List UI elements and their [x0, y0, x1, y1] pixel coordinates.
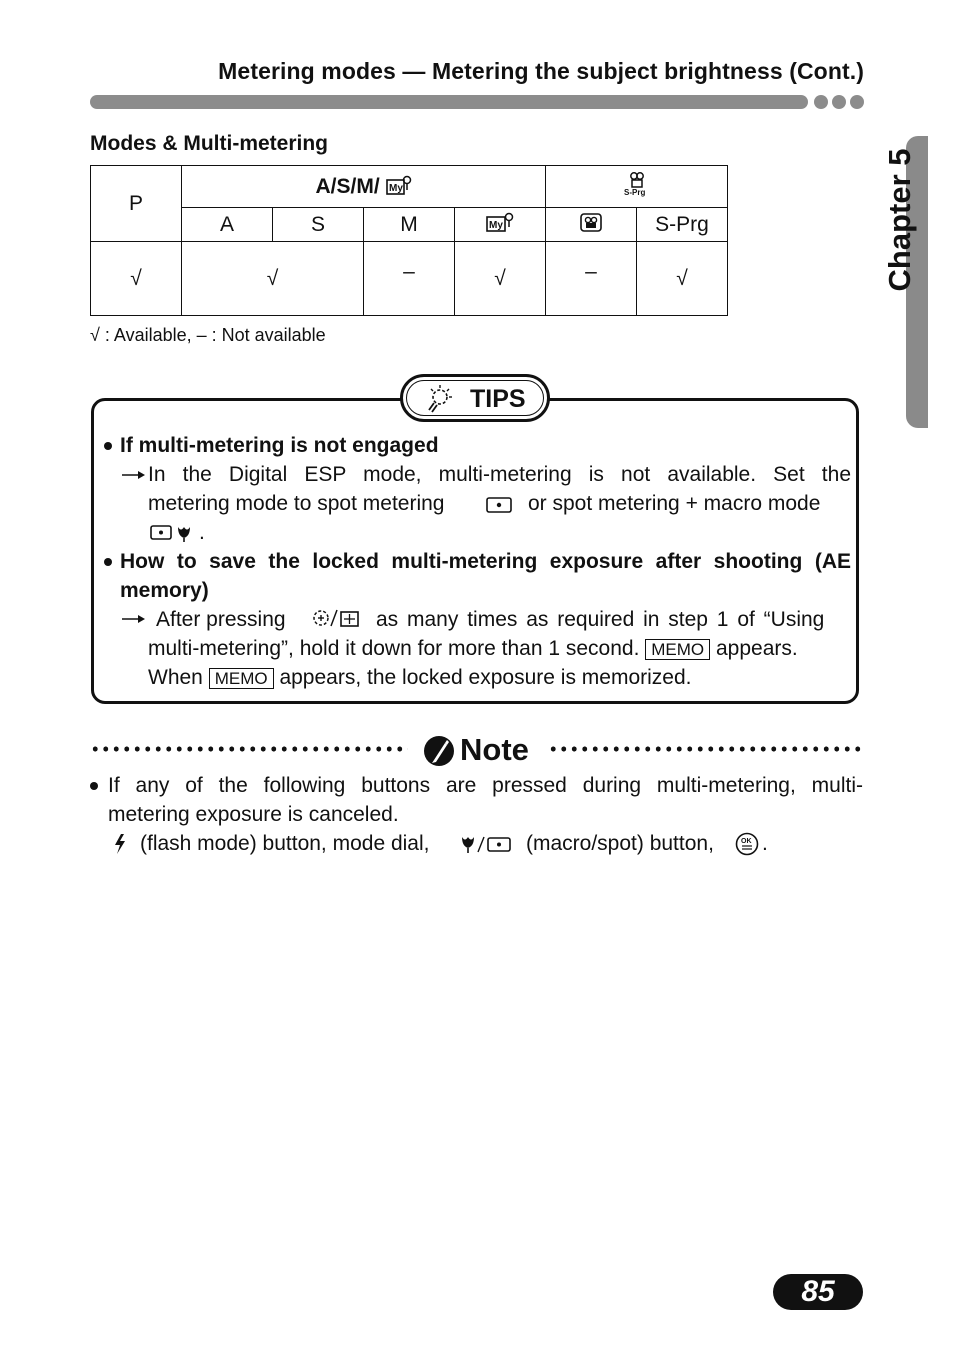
table-cell-sprg: √ — [637, 242, 728, 316]
table-header-asm-label: A/S/M/ — [315, 175, 380, 198]
table-subheader: M — [364, 208, 455, 242]
note-title: Note — [460, 732, 529, 767]
table-cell-my: √ — [455, 242, 546, 316]
scene-program-sub-label: S-Prg — [623, 187, 645, 197]
note-line2: metering exposure is canceled. — [108, 803, 399, 826]
table-subheader-scene — [546, 208, 637, 242]
tips-item2-line3a: When — [148, 666, 203, 689]
scene-icon — [579, 211, 603, 233]
scene-program-icon — [623, 171, 651, 197]
tips-item2-line2b: appears. — [715, 637, 798, 660]
memo-indicator: MEMO — [645, 639, 710, 660]
bullet-icon — [90, 782, 98, 790]
chapter-label: Chapter 5 — [882, 148, 917, 292]
tips-item2-line3 — [148, 666, 691, 690]
table-cell-scene: – — [546, 242, 637, 316]
table-cell-p: √ — [91, 242, 182, 316]
tips-item2-line1a: After pressing — [156, 608, 286, 631]
table-header-p: P — [91, 166, 182, 242]
table-header-asm — [182, 166, 546, 208]
spot-macro-icon — [150, 524, 194, 542]
svg-text:My: My — [388, 183, 403, 194]
tips-item2-line1b: as many times as required in step 1 of “Using — [376, 608, 825, 631]
spot-metering-icon — [486, 497, 512, 513]
tips-badge — [400, 374, 550, 422]
exposure-compensation-icon — [311, 606, 361, 630]
arrow-right-icon — [121, 469, 147, 481]
bullet-icon — [104, 558, 112, 566]
table-header-scene — [546, 166, 728, 208]
note-dotted-rule-left — [90, 746, 408, 752]
tips-item2-line2a: multi-metering”, hold it down for more than 1 second. — [148, 637, 640, 660]
flash-icon — [112, 833, 128, 855]
ok-button-icon — [735, 832, 759, 856]
table-subheader: A — [182, 208, 273, 242]
arrow-right-icon — [121, 613, 147, 625]
tips-item1-line2a: metering mode to spot metering — [148, 492, 445, 515]
note-line3a: (flash mode) button, mode dial, — [140, 832, 430, 855]
tips-item1-line2b: or spot metering + macro mode — [528, 492, 821, 515]
header-dot — [814, 95, 828, 109]
note-line1: If any of the following buttons are pressed during multi-metering, multi- — [108, 774, 863, 797]
header-dot — [832, 95, 846, 109]
note-pencil-icon — [422, 735, 456, 767]
note-dotted-rule-right — [548, 746, 862, 752]
page-header-title: Metering modes — Metering the subject brightness (Cont.) — [218, 58, 864, 84]
tips-item2-line2 — [148, 637, 798, 661]
table-legend: √ : Available, – : Not available — [90, 325, 326, 345]
header-dot — [850, 95, 864, 109]
modes-table — [90, 165, 728, 316]
header-rule — [90, 95, 808, 109]
tips-item1-line3: . — [199, 521, 205, 544]
note-line3c: . — [762, 832, 768, 855]
tips-label: TIPS — [470, 385, 526, 413]
table-subheader-my — [455, 208, 546, 242]
table-cell-m: – — [364, 242, 455, 316]
tips-item2-line3b: appears, the locked exposure is memorized. — [279, 666, 692, 689]
page-number-badge — [773, 1274, 863, 1310]
svg-text:OK: OK — [741, 838, 752, 845]
svg-text:My: My — [489, 219, 503, 231]
chapter-label-wrap — [860, 145, 940, 295]
table-cell-a-s: √ — [182, 242, 364, 316]
my-mode-icon — [485, 211, 515, 233]
table-subheader: S — [273, 208, 364, 242]
page-number: 85 — [801, 1275, 835, 1308]
tips-item1-heading: If multi-metering is not engaged — [120, 434, 439, 457]
note-line3b: (macro/spot) button, — [526, 832, 714, 855]
bullet-icon — [104, 442, 112, 450]
macro-spot-icon — [460, 834, 512, 854]
table-subheader: S-Prg — [637, 208, 728, 242]
section-title: Modes & Multi-metering — [90, 132, 329, 155]
tips-item2-heading-line2: memory) — [120, 579, 209, 602]
my-mode-icon — [386, 174, 412, 196]
memo-indicator: MEMO — [209, 668, 274, 689]
tips-bulb-icon — [423, 383, 457, 415]
tips-item2-heading-line1: How to save the locked multi-metering exposure after shooting (AE — [120, 550, 851, 573]
tips-item1-line1: In the Digital ESP mode, multi-metering is not available. Set the — [148, 463, 851, 486]
